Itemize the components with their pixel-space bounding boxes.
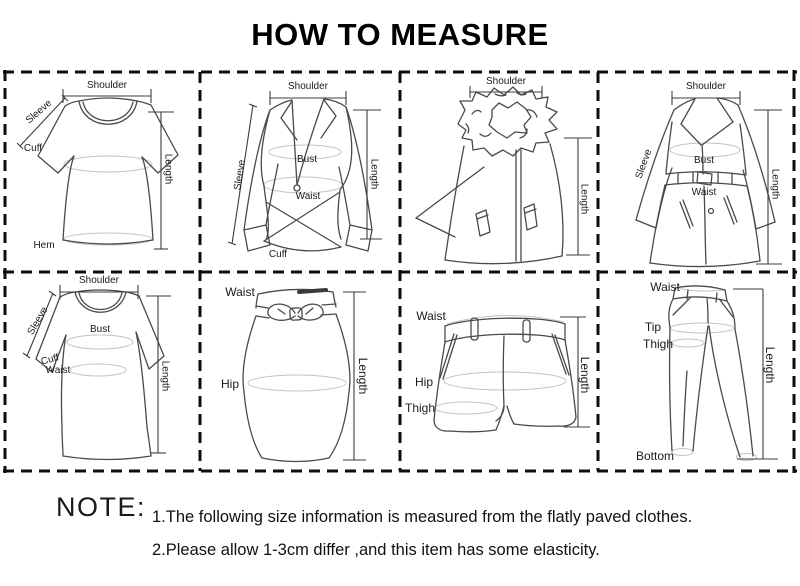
coat-waist-label: Waist <box>691 187 717 198</box>
skirt-diagram <box>200 272 400 471</box>
dress-shoulder-label: Shoulder <box>78 275 120 286</box>
dress-guide-lines <box>67 335 133 376</box>
coat-bust-label: Bust <box>693 155 715 166</box>
note-lines <box>152 501 692 567</box>
blazer-waist-label: Waist <box>295 191 321 202</box>
shorts-length-label: Length <box>578 356 592 394</box>
coat-length-label: Length <box>769 168 781 200</box>
note-line-2: 2.Please allow 1-3cm differ ,and this item has some elasticity. <box>152 541 600 559</box>
coat-sleeve-label: Sleeve <box>633 147 655 181</box>
pants-waist-label: Waist <box>650 280 680 294</box>
skirt-guide-lines <box>248 375 346 391</box>
pants-tip-label: Tip <box>644 320 662 334</box>
dress-length-label: Length <box>159 360 171 392</box>
tshirt-sleeve-label: Sleeve <box>23 97 55 127</box>
coat-measure-lines <box>672 91 782 264</box>
coat-drawing <box>633 98 775 267</box>
blazer-sleeve-label: Sleeve <box>232 159 248 191</box>
dress-cuff-label: Cuff <box>39 352 61 368</box>
cape-diagram <box>400 72 598 272</box>
tshirt-cuff-label: Cuff <box>23 143 43 154</box>
tshirt-diagram <box>5 72 200 272</box>
note-heading: NOTE: <box>56 492 147 522</box>
cape-length-label: Length <box>578 183 590 215</box>
tshirt-hem-label: Hem <box>33 240 55 251</box>
pants-drawing <box>669 286 753 457</box>
blazer-cuff-label: Cuff <box>268 249 288 260</box>
skirt-waist-label: Waist <box>225 285 255 299</box>
blazer-guide-lines <box>264 145 342 193</box>
shorts-hip-label: Hip <box>414 375 434 389</box>
shorts-thigh-label: Thigh <box>404 401 436 415</box>
cape-measure-lines <box>470 86 592 255</box>
cape-shoulder-label: Shoulder <box>485 76 527 87</box>
blazer-bust-label: Bust <box>296 154 318 165</box>
dress-bust-label: Bust <box>89 324 111 335</box>
tshirt-guide-lines <box>64 156 152 245</box>
dress-sleeve-label: Sleeve <box>25 305 51 337</box>
skirt-hip-label: Hip <box>220 377 240 391</box>
blazer-length-label: Length <box>368 158 380 190</box>
pants-diagram <box>598 272 795 471</box>
pants-bottom-label: Bottom <box>635 449 675 463</box>
shorts-drawing <box>434 318 576 432</box>
coat-shoulder-label: Shoulder <box>685 81 727 92</box>
shorts-diagram <box>400 272 598 471</box>
tshirt-length-label: Length <box>162 153 174 185</box>
blazer-shoulder-label: Shoulder <box>287 81 329 92</box>
note-line-1: 1.The following size information is measured from the flatly paved clothes. <box>152 508 693 526</box>
blazer-measure-lines <box>228 91 382 245</box>
tshirt-drawing <box>38 98 178 244</box>
shorts-guide-lines <box>435 315 566 414</box>
dress-waist-label: Waist <box>45 365 71 376</box>
tshirt-shoulder-label: Shoulder <box>86 80 128 91</box>
blazer-drawing <box>244 99 372 251</box>
coat-diagram <box>598 72 795 272</box>
shorts-waist-label: Waist <box>416 309 446 323</box>
skirt-length-label: Length <box>356 357 370 395</box>
skirt-clasp <box>299 290 326 292</box>
blazer-diagram <box>200 72 400 272</box>
pants-length-label: Length <box>763 346 777 384</box>
dress-diagram <box>5 272 200 471</box>
cape-drawing <box>416 87 563 264</box>
page-title: HOW TO MEASURE <box>251 17 549 52</box>
pants-thigh-label: Thigh <box>642 337 674 351</box>
